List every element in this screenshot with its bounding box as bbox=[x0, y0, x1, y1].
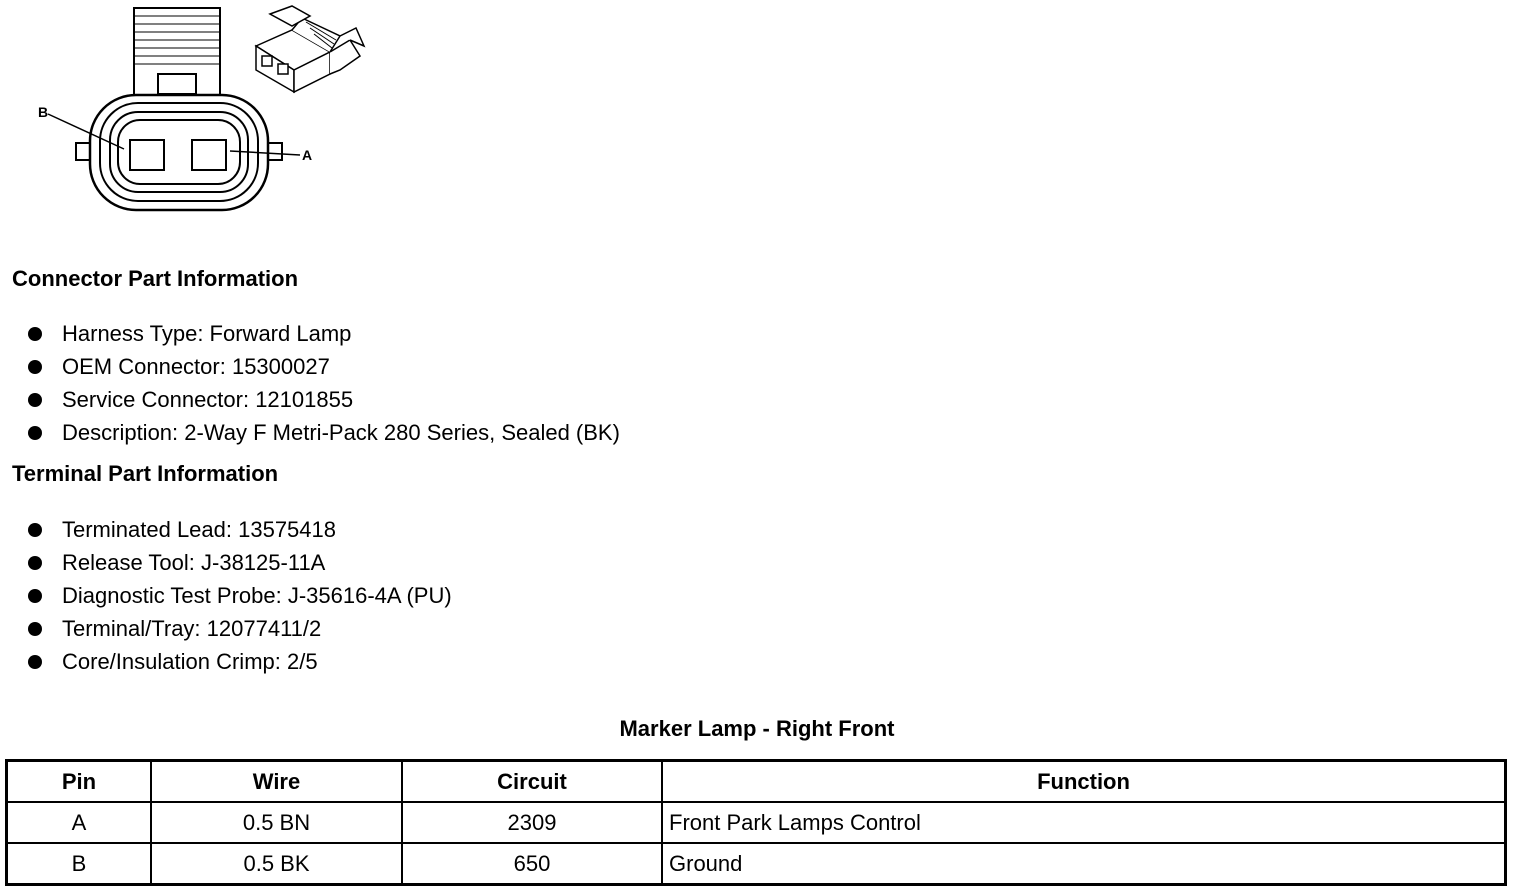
terminal-part-heading: Terminal Part Information bbox=[12, 461, 279, 486]
list-item bbox=[28, 546, 452, 579]
connector-diagram bbox=[30, 0, 370, 220]
table-header-row bbox=[7, 761, 1506, 803]
cell-pin: B bbox=[7, 843, 152, 885]
column-header-circuit: Circuit bbox=[402, 761, 662, 803]
list-item-text: OEM Connector: 15300027 bbox=[62, 354, 330, 379]
list-item-text: Release Tool: J-38125-11A bbox=[62, 550, 326, 575]
list-item-text: Diagnostic Test Probe: J-35616-4A (PU) bbox=[62, 583, 452, 608]
list-item bbox=[28, 645, 452, 678]
pinout-table bbox=[5, 759, 1507, 886]
cell-pin: A bbox=[7, 802, 152, 843]
cell-function: Ground bbox=[662, 843, 1506, 885]
list-item bbox=[28, 513, 452, 546]
cell-circuit: 2309 bbox=[402, 802, 662, 843]
list-item bbox=[28, 317, 620, 350]
column-header-wire: Wire bbox=[151, 761, 402, 803]
bullet-icon bbox=[28, 622, 42, 636]
list-item-text: Description: 2-Way F Metri-Pack 280 Series, Sealed (BK) bbox=[62, 420, 620, 445]
table-row bbox=[7, 802, 1506, 843]
list-item bbox=[28, 612, 452, 645]
bullet-icon bbox=[28, 393, 42, 407]
bullet-icon bbox=[28, 655, 42, 669]
list-item-text: Terminated Lead: 13575418 bbox=[62, 517, 336, 542]
column-header-function: Function bbox=[662, 761, 1506, 803]
connector-face-drawing bbox=[48, 8, 300, 210]
bullet-icon bbox=[28, 426, 42, 440]
cell-wire: 0.5 BN bbox=[151, 802, 402, 843]
table-title: Marker Lamp - Right Front bbox=[619, 716, 895, 741]
pin-b-label: B bbox=[38, 104, 49, 120]
list-item-text: Service Connector: 12101855 bbox=[62, 387, 354, 412]
cell-circuit: 650 bbox=[402, 843, 662, 885]
list-item-text: Terminal/Tray: 12077411/2 bbox=[62, 616, 322, 641]
column-header-pin: Pin bbox=[7, 761, 152, 803]
list-item bbox=[28, 579, 452, 612]
bullet-icon bbox=[28, 360, 42, 374]
bullet-icon bbox=[28, 589, 42, 603]
bullet-icon bbox=[28, 556, 42, 570]
bullet-icon bbox=[28, 327, 42, 341]
connector-isometric-drawing bbox=[256, 6, 364, 92]
list-item bbox=[28, 350, 620, 383]
cell-function: Front Park Lamps Control bbox=[662, 802, 1506, 843]
list-item-text: Core/Insulation Crimp: 2/5 bbox=[62, 649, 318, 674]
cell-wire: 0.5 BK bbox=[151, 843, 402, 885]
list-item bbox=[28, 416, 620, 449]
connector-part-heading: Connector Part Information bbox=[12, 266, 299, 291]
table-row bbox=[7, 843, 1506, 885]
pin-a-label: A bbox=[302, 147, 313, 163]
terminal-part-list bbox=[28, 513, 452, 678]
bullet-icon bbox=[28, 523, 42, 537]
list-item bbox=[28, 383, 620, 416]
connector-part-list bbox=[28, 317, 620, 449]
list-item-text: Harness Type: Forward Lamp bbox=[62, 321, 352, 346]
